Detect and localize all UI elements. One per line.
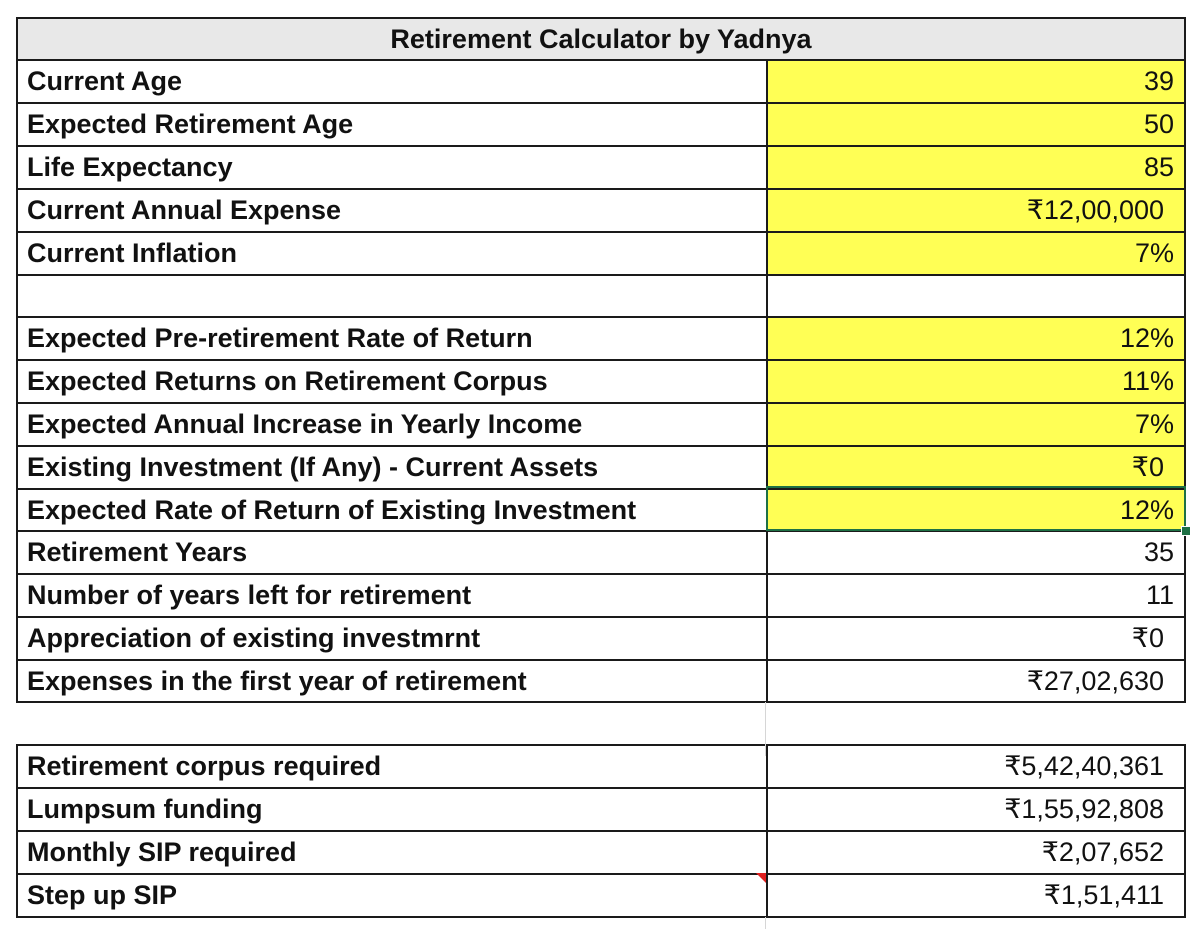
value-first-year-expenses[interactable]: ₹27,02,630 xyxy=(766,661,1186,703)
row-retirement-age xyxy=(16,104,1186,147)
input-corpus-return[interactable]: 11% xyxy=(766,361,1186,404)
input-existing-return[interactable]: 12% xyxy=(766,490,1186,532)
comment-indicator-icon[interactable] xyxy=(756,873,766,883)
input-annual-expense[interactable]: ₹12,00,000 xyxy=(766,190,1186,233)
label-corpus-return[interactable]: Expected Returns on Retirement Corpus xyxy=(16,361,768,404)
input-pre-retirement-return[interactable]: 12% xyxy=(766,318,1186,361)
label-life-expectancy[interactable]: Life Expectancy xyxy=(16,147,768,190)
label-annual-expense[interactable]: Current Annual Expense xyxy=(16,190,768,233)
row-income-increase xyxy=(16,404,1186,447)
row-appreciation xyxy=(16,618,1186,661)
row-existing-return xyxy=(16,490,1186,532)
row-life-expectancy xyxy=(16,147,1186,190)
label-years-left[interactable]: Number of years left for retirement xyxy=(16,575,768,618)
input-life-expectancy[interactable]: 85 xyxy=(766,147,1186,190)
input-inflation[interactable]: 7% xyxy=(766,233,1186,276)
row-pre-retirement-return xyxy=(16,318,1186,361)
blank-label-cell[interactable] xyxy=(16,276,768,318)
fill-handle[interactable] xyxy=(1181,526,1191,536)
value-appreciation[interactable]: ₹0 xyxy=(766,618,1186,661)
label-corpus-required[interactable]: Retirement corpus required xyxy=(16,744,768,789)
input-current-age[interactable]: 39 xyxy=(766,61,1186,104)
label-inflation[interactable]: Current Inflation xyxy=(16,233,768,276)
label-retirement-age[interactable]: Expected Retirement Age xyxy=(16,104,768,147)
label-retirement-years[interactable]: Retirement Years xyxy=(16,532,768,575)
value-years-left[interactable]: 11 xyxy=(766,575,1186,618)
value-corpus-required[interactable]: ₹5,42,40,361 xyxy=(766,744,1186,789)
input-retirement-age[interactable]: 50 xyxy=(766,104,1186,147)
row-corpus-return xyxy=(16,361,1186,404)
label-income-increase[interactable]: Expected Annual Increase in Yearly Income xyxy=(16,404,768,447)
row-blank xyxy=(16,276,1186,318)
title-cell[interactable]: Retirement Calculator by Yadnya xyxy=(16,17,1186,61)
value-step-up-sip[interactable]: ₹1,51,411 xyxy=(766,875,1186,918)
label-existing-investment[interactable]: Existing Investment (If Any) - Current Assets xyxy=(16,447,768,490)
label-step-up-sip[interactable]: Step up SIP xyxy=(16,875,768,918)
row-years-left xyxy=(16,575,1186,618)
value-retirement-years[interactable]: 35 xyxy=(766,532,1186,575)
label-existing-return[interactable]: Expected Rate of Return of Existing Investment xyxy=(16,490,768,532)
row-existing-investment xyxy=(16,447,1186,490)
label-current-age[interactable]: Current Age xyxy=(16,61,768,104)
row-first-year-expenses xyxy=(16,661,1186,703)
input-existing-investment[interactable]: ₹0 xyxy=(766,447,1186,490)
label-pre-retirement-return[interactable]: Expected Pre-retirement Rate of Return xyxy=(16,318,768,361)
blank-value-cell[interactable] xyxy=(766,276,1186,318)
row-monthly-sip xyxy=(16,832,1186,875)
label-first-year-expenses[interactable]: Expenses in the first year of retirement xyxy=(16,661,768,703)
row-step-up-sip xyxy=(16,875,1186,918)
row-retirement-years xyxy=(16,532,1186,575)
gridline xyxy=(765,917,766,929)
value-lumpsum-funding[interactable]: ₹1,55,92,808 xyxy=(766,789,1186,832)
value-monthly-sip[interactable]: ₹2,07,652 xyxy=(766,832,1186,875)
gridline xyxy=(765,702,766,756)
label-lumpsum-funding[interactable]: Lumpsum funding xyxy=(16,789,768,832)
title-row xyxy=(16,17,1186,61)
row-corpus-required xyxy=(16,744,1186,789)
label-appreciation[interactable]: Appreciation of existing investmrnt xyxy=(16,618,768,661)
row-current-age xyxy=(16,61,1186,104)
row-lumpsum-funding xyxy=(16,789,1186,832)
row-annual-expense xyxy=(16,190,1186,233)
label-monthly-sip[interactable]: Monthly SIP required xyxy=(16,832,768,875)
input-income-increase[interactable]: 7% xyxy=(766,404,1186,447)
row-inflation xyxy=(16,233,1186,276)
